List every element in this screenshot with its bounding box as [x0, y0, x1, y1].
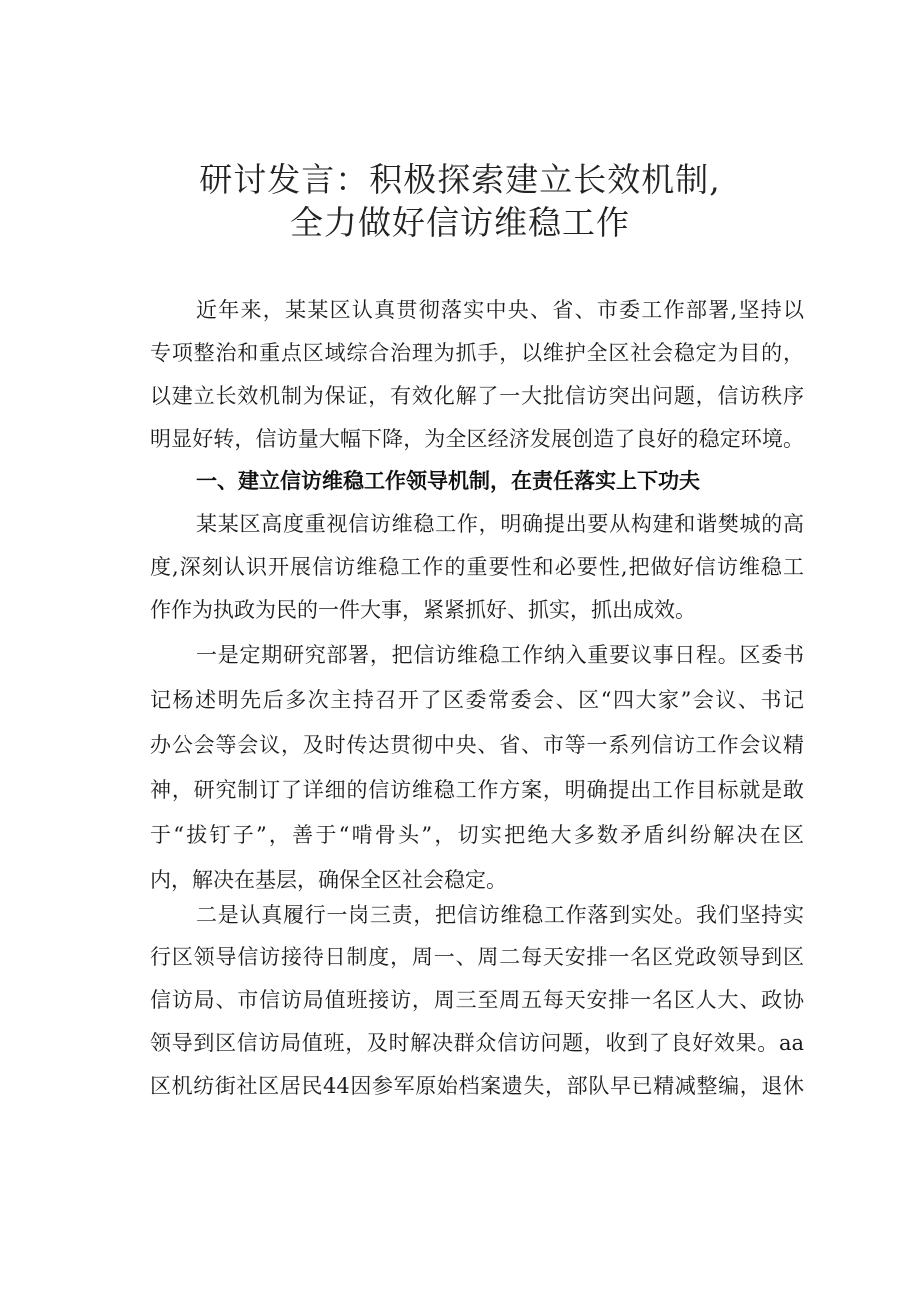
paragraph-line: 以建立长效机制为保证，有效化解了一大批信访突出问题，信访秩序 — [150, 384, 804, 408]
paragraph-line: 近年来，某某区认真贯彻落实中央、省、市委工作部署,坚持以 — [196, 298, 804, 322]
paragraph-line: 内，解决在基层，确保全区社会稳定。 — [150, 868, 507, 892]
paragraph-line: 度,深刻认识开展信访维稳工作的重要性和必要性,把做好信访维稳工 — [150, 555, 804, 579]
paragraph-line: 办公会等会议，及时传达贯彻中央、省、市等一系列信访工作会议精 — [150, 733, 804, 757]
paragraph-line: 某某区高度重视信访维稳工作，明确提出要从构建和谐樊城的高 — [196, 512, 804, 536]
section-heading: 一、建立信访维稳工作领导机制，在责任落实上下功夫 — [196, 469, 700, 493]
paragraph-line: 领导到区信访局值班，及时解决群众信访问题，收到了良好效果。aa — [150, 1031, 804, 1055]
paragraph-line: 专项整治和重点区域综合治理为抓手，以维护全区社会稳定为目的， — [150, 341, 804, 365]
paragraph-line: 二是认真履行一岗三责，把信访维稳工作落到实处。我们坚持实 — [196, 903, 804, 927]
paragraph-line: 神，研究制订了详细的信访维稳工作方案，明确提出工作目标就是敢 — [150, 778, 804, 802]
paragraph-line: 作作为执政为民的一件大事，紧紧抓好、抓实，抓出成效。 — [150, 598, 696, 622]
paragraph-line: 明显好转，信访量大幅下降，为全区经济发展创造了良好的稳定环境。 — [150, 427, 804, 451]
paragraph-line: 于“拔钉子”，善于“啃骨头”，切实把绝大多数矛盾纠纷解决在区 — [150, 823, 804, 847]
paragraph-line: 一是定期研究部署，把信访维稳工作纳入重要议事日程。区委书 — [196, 643, 804, 667]
document-title-line-1: 研讨发言：积极探索建立长效机制, — [199, 160, 721, 199]
paragraph-line: 行区领导信访接待日制度，周一、周二每天安排一名区党政领导到区 — [150, 945, 804, 969]
document-title-line-2: 全力做好信访维稳工作 — [290, 203, 630, 242]
paragraph-line: 信访局、市信访局值班接访，周三至周五每天安排一名区人大、政协 — [150, 988, 804, 1012]
paragraph-line: 区机纺街社区居民44因参军原始档案遗失，部队早已精减整编，退休 — [150, 1074, 804, 1098]
paragraph-line: 记杨述明先后多次主持召开了区委常委会、区“四大家”会议、书记 — [150, 688, 804, 712]
